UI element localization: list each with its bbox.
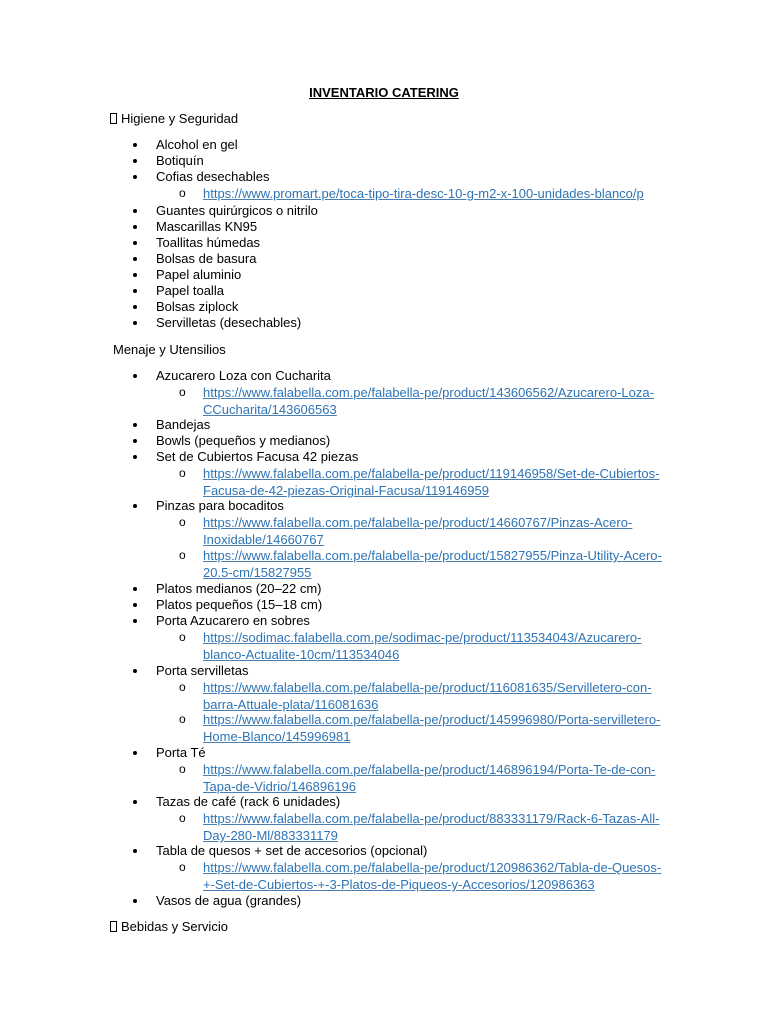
list-item: Tazas de café (rack 6 unidades) <box>156 794 341 809</box>
list-item: Papel aluminio <box>156 267 242 282</box>
list-item: Papel toalla <box>156 283 224 298</box>
section-heading-higiene <box>110 110 238 127</box>
list-item: Platos pequeños (15–18 cm) <box>156 597 323 612</box>
sub-list-item <box>203 547 663 581</box>
list-item: Bolsas de basura <box>156 251 257 266</box>
product-link[interactable]: https://www.falabella.com.pe/falabella-pe/product/119146958/Set-de-Cubiertos-Facusa-de-42-piezas-Original-Facusa/119146959 <box>203 466 660 498</box>
product-link[interactable]: https://www.falabella.com.pe/falabella-pe/product/120986362/Tabla-de-Quesos-+-Set-de-Cubiertos-+-3-Platos-de-Piqueos-y-Accesorios/120986363 <box>203 860 662 892</box>
sub-list-item <box>203 711 663 745</box>
list-item: Pinzas para bocaditos <box>156 498 284 513</box>
missing-glyph-icon <box>110 921 117 932</box>
missing-glyph-icon <box>110 113 117 124</box>
list-item: Bowls (pequeños y medianos) <box>156 433 331 448</box>
product-link[interactable]: https://sodimac.falabella.com.pe/sodimac-pe/product/113534043/Azucarero-blanco-Actualite-10cm/113534046 <box>203 630 642 662</box>
product-link[interactable]: https://www.falabella.com.pe/falabella-pe/product/883331179/Rack-6-Tazas-All-Day-280-Ml/883331179 <box>203 811 660 843</box>
list-item: Platos medianos (20–22 cm) <box>156 581 322 596</box>
section-heading-bebidas <box>110 918 228 935</box>
list-item: Porta Azucarero en sobres <box>156 613 310 628</box>
list-item: Servilletas (desechables) <box>156 315 302 330</box>
sub-list-item <box>203 679 663 713</box>
product-link[interactable]: https://www.falabella.com.pe/falabella-pe/product/15827955/Pinza-Utility-Acero-20.5-cm/15827955 <box>203 548 662 580</box>
list-item: Azucarero Loza con Cucharita <box>156 368 331 383</box>
document-title: INVENTARIO CATERING <box>309 85 459 100</box>
list-item: Vasos de agua (grandes) <box>156 893 302 908</box>
sub-list-item <box>203 384 663 418</box>
list-item: Toallitas húmedas <box>156 235 261 250</box>
product-link[interactable]: https://www.falabella.com.pe/falabella-pe/product/116081635/Servilletero-con-barra-Attuale-plata/116081636 <box>203 680 652 712</box>
list-item: Botiquín <box>156 153 204 168</box>
list-item: Porta servilletas <box>156 663 249 678</box>
list-item: Bandejas <box>156 417 211 432</box>
product-link[interactable]: https://www.falabella.com.pe/falabella-pe/product/146896194/Porta-Te-de-con-Tapa-de-Vidrio/146896196 <box>203 762 656 794</box>
list-item: Cofias desechables <box>156 169 270 184</box>
list-item: Bolsas ziplock <box>156 299 239 314</box>
section-heading-label: Higiene y Seguridad <box>121 111 239 126</box>
list-item: Set de Cubiertos Facusa 42 piezas <box>156 449 359 464</box>
product-link[interactable]: https://www.promart.pe/toca-tipo-tira-desc-10-g-m2-x-100-unidades-blanco/p <box>203 186 644 201</box>
list-item: Guantes quirúrgicos o nitrilo <box>156 203 318 218</box>
sub-list-item <box>203 629 663 663</box>
sub-list-item <box>203 859 663 893</box>
sub-list-item <box>203 761 663 795</box>
list-item: Tabla de quesos + set de accesorios (opcional) <box>156 843 428 858</box>
product-link[interactable]: https://www.falabella.com.pe/falabella-pe/product/14660767/Pinzas-Acero-Inoxidable/14660767 <box>203 515 633 547</box>
sub-list-item <box>203 514 663 548</box>
list-item: Mascarillas KN95 <box>156 219 258 234</box>
section-heading-menaje: Menaje y Utensilios <box>113 342 226 357</box>
list-item: Porta Té <box>156 745 206 760</box>
list-item: Alcohol en gel <box>156 137 238 152</box>
product-link[interactable]: https://www.falabella.com.pe/falabella-pe/product/145996980/Porta-servilletero-Home-Blanco/145996981 <box>203 712 661 744</box>
sub-list-item <box>203 185 663 202</box>
sub-list-item <box>203 810 663 844</box>
product-link[interactable]: https://www.falabella.com.pe/falabella-pe/product/143606562/Azucarero-Loza-CCucharita/143606563 <box>203 385 654 417</box>
sub-list-item <box>203 465 663 499</box>
section-heading-label: Bebidas y Servicio <box>121 919 228 934</box>
